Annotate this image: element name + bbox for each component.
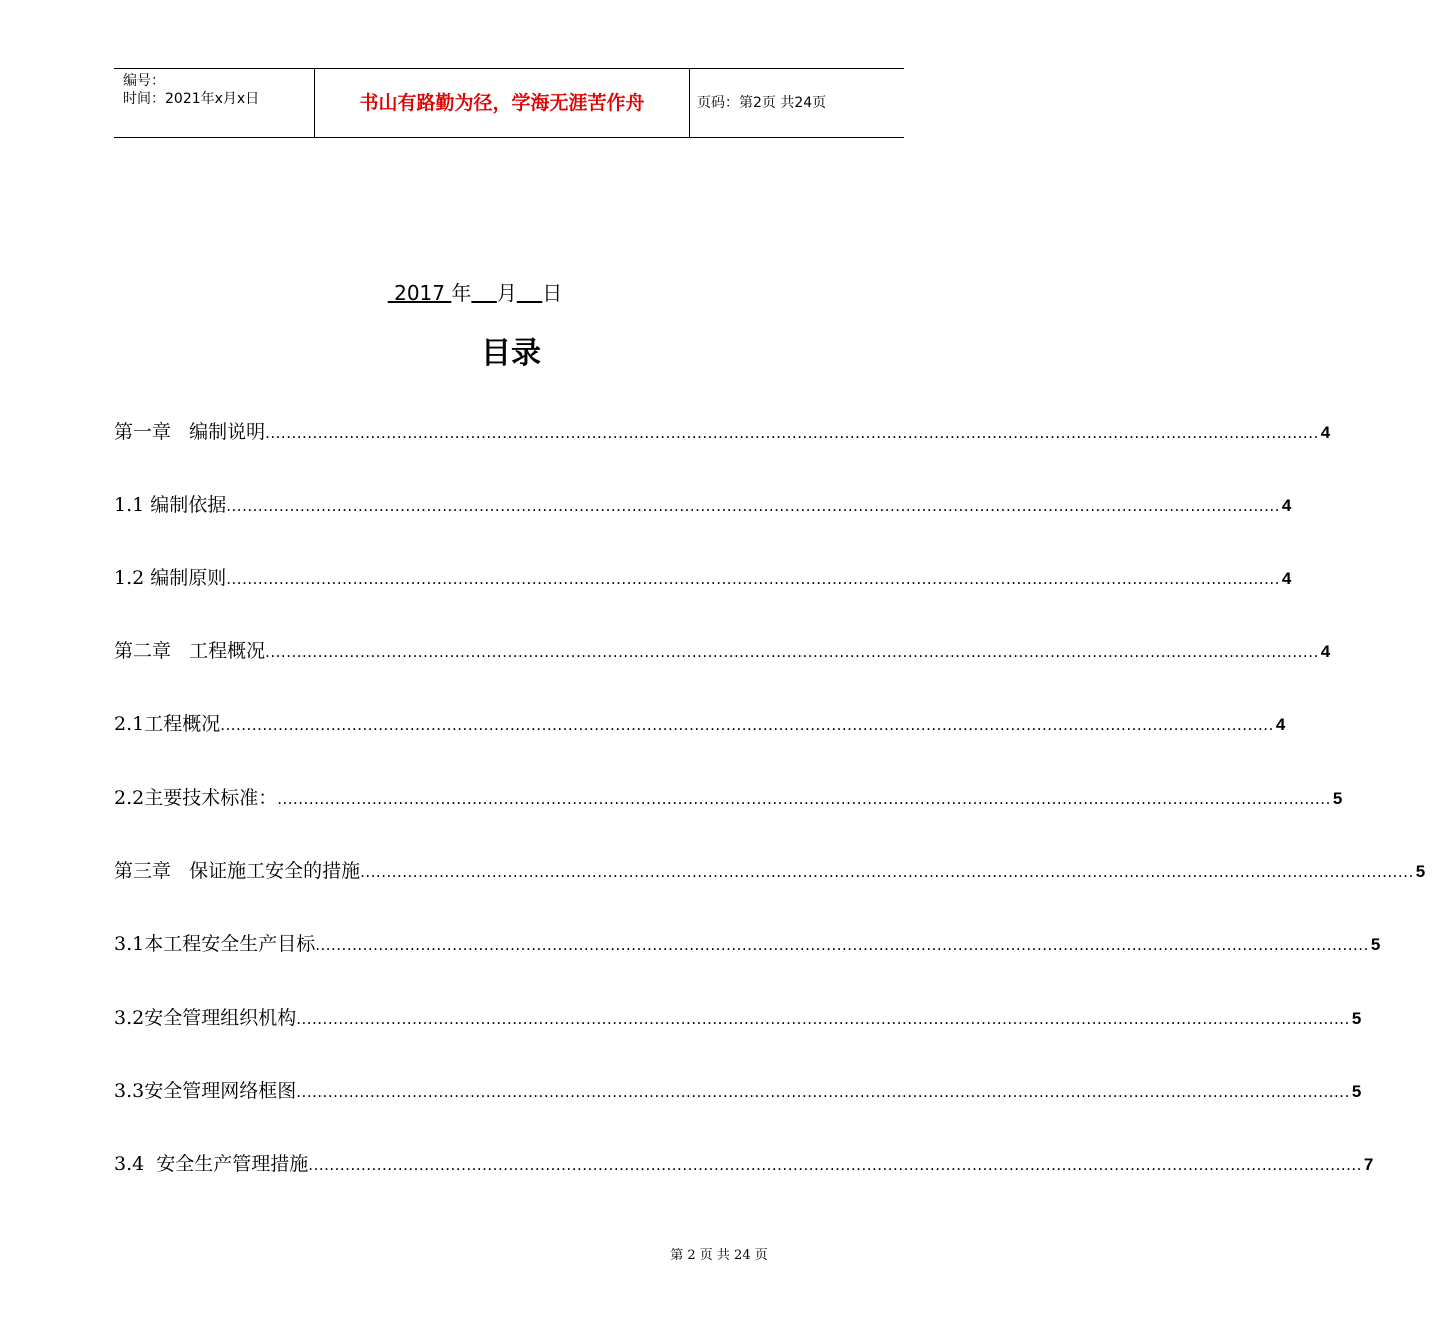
toc-leader-dots: ........................................................................................................................................................................................................ [360,863,1414,881]
toc-entry-label: 3.3安全管理网络框图 [114,1080,297,1102]
toc-entry-label: 第三章 保证施工安全的措施 [114,860,361,882]
toc-entry-label: 3.1本工程安全生产目标 [114,933,316,955]
header-motto-cell [314,69,690,137]
toc-entry[interactable] [114,1077,1362,1105]
toc-entry-page: 4 [1281,569,1292,588]
toc-entry-page: 7 [1363,1155,1374,1174]
toc-entry-page: 4 [1320,642,1331,661]
toc-entry-page: 5 [1351,1009,1362,1028]
toc-entry[interactable] [114,930,1381,958]
toc-entry-page: 5 [1332,789,1343,808]
header-page-cell [689,69,904,137]
page-footer: 第 2 页 共 24 页 [670,1248,768,1263]
toc-title: 目录 [481,336,541,371]
toc-entry[interactable] [114,1004,1362,1032]
toc-leader-dots: ........................................................................................................................................................................................................ [265,643,1319,661]
toc-entry-label: 第一章 编制说明 [114,421,266,443]
date-line [0,280,950,306]
toc-entry-label: 第二章 工程概况 [114,640,266,662]
header-info-cell [114,69,314,137]
toc-entry-label: 2.2主要技术标准： [114,787,278,809]
toc-entry[interactable] [114,857,1426,885]
page-header [114,68,904,138]
toc-entry-label: 3.2安全管理组织机构 [114,1007,297,1029]
toc-entry[interactable] [114,1150,1374,1178]
toc-entry[interactable] [114,564,1292,592]
toc-entry-page: 4 [1320,423,1331,442]
toc-leader-dots: ........................................................................................................................................................................................................ [277,790,1331,808]
date-month-blank [471,281,496,305]
toc-leader-dots: ........................................................................................................................................................................................................ [296,1083,1350,1101]
toc-entry-label: 1.1 编制依据 [114,494,227,516]
header-motto: 书山有路勤为径，学海无涯苦作舟 [359,92,645,114]
toc-entry-page: 4 [1275,715,1286,734]
toc-entry-label: 1.2 编制原则 [114,567,227,589]
toc-entry[interactable] [114,784,1343,812]
header-number-label: 编号： [123,73,165,89]
toc-entry[interactable] [114,710,1286,738]
toc-entry[interactable] [114,637,1331,665]
date-year: 2017 [387,281,452,305]
toc-entry-label: 2.1工程概况 [114,713,221,735]
toc-entry-page: 5 [1415,862,1426,881]
date-day-blank [517,281,542,305]
date-month-char: 月 [496,281,517,305]
header-page-info: 页码：第2页 共24页 [697,95,827,111]
toc-leader-dots: ........................................................................................................................................................................................................ [220,716,1274,734]
toc-leader-dots: ........................................................................................................................................................................................................ [265,424,1319,442]
date-year-char: 年 [451,281,472,305]
toc-entry-page: 5 [1370,935,1381,954]
header-time-label: 时间：2021年x月x日 [123,91,260,107]
toc-entry-page: 4 [1281,496,1292,515]
toc-leader-dots: ........................................................................................................................................................................................................ [226,570,1280,588]
toc-entry-page: 5 [1351,1082,1362,1101]
toc-entry-label: 3.4 安全生产管理措施 [114,1153,309,1175]
toc-leader-dots: ........................................................................................................................................................................................................ [315,936,1369,954]
toc-leader-dots: ........................................................................................................................................................................................................ [296,1010,1350,1028]
toc-entry[interactable] [114,418,1331,446]
toc-leader-dots: ........................................................................................................................................................................................................ [308,1156,1362,1174]
toc-entry[interactable] [114,491,1292,519]
date-day-char: 日 [542,281,563,305]
toc-leader-dots: ........................................................................................................................................................................................................ [226,497,1280,515]
